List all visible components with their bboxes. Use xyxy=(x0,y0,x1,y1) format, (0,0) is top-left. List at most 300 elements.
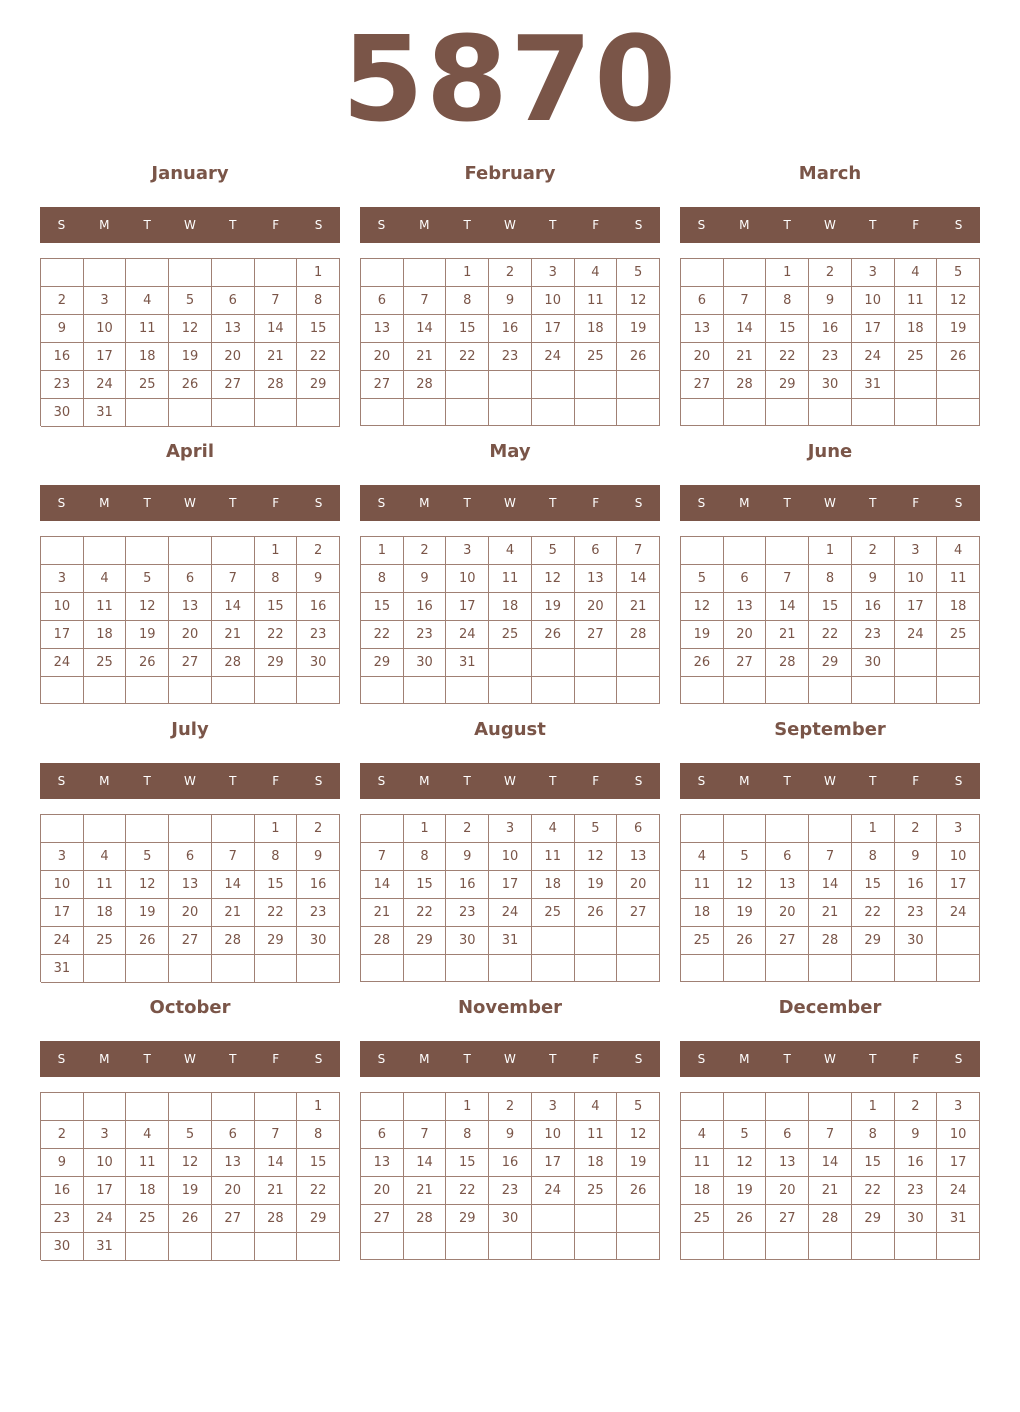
day-cell: 27 xyxy=(169,927,212,955)
day-cell: 15 xyxy=(809,593,852,621)
day-cell: 5 xyxy=(532,537,575,565)
empty-cell xyxy=(169,259,212,287)
weekday-header xyxy=(680,485,980,521)
day-cell: 21 xyxy=(724,343,767,371)
empty-cell xyxy=(41,1093,84,1121)
empty-cell xyxy=(489,955,532,982)
day-cell: 29 xyxy=(852,1205,895,1233)
weekday-header xyxy=(360,207,660,243)
day-cell: 22 xyxy=(852,1177,895,1205)
day-cell: 19 xyxy=(617,1149,660,1177)
weekday-label: T xyxy=(869,218,877,232)
day-cell: 28 xyxy=(404,1205,447,1233)
month-name: March xyxy=(798,163,862,184)
empty-cell xyxy=(937,399,980,426)
empty-cell xyxy=(169,399,212,427)
empty-cell xyxy=(681,955,724,982)
day-cell: 8 xyxy=(297,287,340,315)
day-cell: 17 xyxy=(446,593,489,621)
empty-cell xyxy=(937,927,980,955)
weekday-label: M xyxy=(99,1052,110,1066)
day-cell: 29 xyxy=(361,649,404,677)
weekday-header xyxy=(360,485,660,521)
day-cell: 28 xyxy=(212,649,255,677)
day-cell: 9 xyxy=(297,843,340,871)
weekday-label: F xyxy=(592,496,600,510)
day-cell: 27 xyxy=(766,1205,809,1233)
empty-cell xyxy=(212,1093,255,1121)
day-cell: 4 xyxy=(84,843,127,871)
day-cell: 5 xyxy=(169,287,212,315)
empty-cell xyxy=(489,1233,532,1260)
day-cell: 5 xyxy=(724,1121,767,1149)
weekday-header xyxy=(680,1041,980,1077)
weekday-label: M xyxy=(419,218,430,232)
empty-cell xyxy=(681,259,724,287)
empty-cell xyxy=(575,399,618,426)
empty-cell xyxy=(532,677,575,704)
empty-cell xyxy=(809,815,852,843)
month-name: August xyxy=(474,719,546,740)
day-cell: 27 xyxy=(724,649,767,677)
day-cell: 6 xyxy=(617,815,660,843)
weekday-label: S xyxy=(57,496,66,510)
day-cell: 21 xyxy=(361,899,404,927)
day-cell: 17 xyxy=(41,899,84,927)
day-cell: 15 xyxy=(361,593,404,621)
day-cell: 11 xyxy=(489,565,532,593)
weekday-label: W xyxy=(504,1052,516,1066)
weekday-header xyxy=(680,207,980,243)
day-cell: 4 xyxy=(84,565,127,593)
day-cell: 13 xyxy=(766,871,809,899)
empty-cell xyxy=(41,259,84,287)
day-cell: 8 xyxy=(446,287,489,315)
day-cell: 12 xyxy=(724,1149,767,1177)
day-cell: 7 xyxy=(724,287,767,315)
day-cell: 25 xyxy=(126,371,169,399)
day-cell: 9 xyxy=(404,565,447,593)
empty-cell xyxy=(617,399,660,426)
day-cell: 22 xyxy=(297,343,340,371)
day-cell: 16 xyxy=(895,871,938,899)
day-cell: 31 xyxy=(41,955,84,983)
weekday-label: S xyxy=(377,218,386,232)
day-cell: 2 xyxy=(489,1093,532,1121)
day-cell: 22 xyxy=(297,1177,340,1205)
day-cell: 28 xyxy=(809,1205,852,1233)
day-cell: 12 xyxy=(532,565,575,593)
weekday-label: F xyxy=(272,218,280,232)
empty-cell xyxy=(361,1093,404,1121)
weekday-label: M xyxy=(99,774,110,788)
weekday-label: S xyxy=(634,218,643,232)
day-cell: 24 xyxy=(937,1177,980,1205)
weekday-label: T xyxy=(143,774,151,788)
day-cell: 10 xyxy=(41,871,84,899)
day-cell: 9 xyxy=(852,565,895,593)
day-cell: 20 xyxy=(575,593,618,621)
day-cell: 10 xyxy=(937,843,980,871)
day-cell: 13 xyxy=(681,315,724,343)
day-cell: 10 xyxy=(852,287,895,315)
day-cell: 11 xyxy=(895,287,938,315)
weekday-label: F xyxy=(592,1052,600,1066)
day-cell: 16 xyxy=(852,593,895,621)
day-cell: 3 xyxy=(532,1093,575,1121)
day-cell: 26 xyxy=(617,1177,660,1205)
day-cell: 13 xyxy=(169,871,212,899)
day-cell: 29 xyxy=(766,371,809,399)
empty-cell xyxy=(126,955,169,983)
day-cell: 20 xyxy=(617,871,660,899)
day-cell: 14 xyxy=(361,871,404,899)
day-cell: 30 xyxy=(41,1233,84,1261)
day-cell: 7 xyxy=(255,287,298,315)
day-cell: 22 xyxy=(809,621,852,649)
empty-cell xyxy=(575,927,618,955)
day-cell: 2 xyxy=(895,815,938,843)
weekday-label: S xyxy=(314,1052,323,1066)
day-cell: 5 xyxy=(169,1121,212,1149)
day-cell: 22 xyxy=(255,621,298,649)
empty-cell xyxy=(404,955,447,982)
weekday-label: T xyxy=(549,218,557,232)
weekday-header xyxy=(40,763,340,799)
day-cell: 25 xyxy=(895,343,938,371)
day-cell: 7 xyxy=(212,843,255,871)
empty-cell xyxy=(681,815,724,843)
day-grid xyxy=(360,536,660,704)
day-cell: 24 xyxy=(489,899,532,927)
day-cell: 15 xyxy=(255,871,298,899)
empty-cell xyxy=(895,649,938,677)
year-title: 5870 xyxy=(341,10,679,148)
empty-cell xyxy=(41,677,84,704)
day-cell: 16 xyxy=(41,1177,84,1205)
day-cell: 1 xyxy=(446,259,489,287)
day-cell: 24 xyxy=(895,621,938,649)
day-cell: 12 xyxy=(681,593,724,621)
month-name: July xyxy=(171,719,209,740)
day-cell: 20 xyxy=(766,899,809,927)
weekday-label: W xyxy=(504,496,516,510)
day-cell: 30 xyxy=(489,1205,532,1233)
weekday-label: S xyxy=(634,1052,643,1066)
day-cell: 9 xyxy=(895,1121,938,1149)
day-cell: 2 xyxy=(297,815,340,843)
day-cell: 17 xyxy=(84,343,127,371)
day-cell: 8 xyxy=(361,565,404,593)
day-cell: 10 xyxy=(895,565,938,593)
day-cell: 20 xyxy=(212,343,255,371)
day-cell: 17 xyxy=(41,621,84,649)
day-cell: 15 xyxy=(297,1149,340,1177)
day-cell: 25 xyxy=(681,1205,724,1233)
empty-cell xyxy=(361,259,404,287)
day-cell: 12 xyxy=(617,287,660,315)
empty-cell xyxy=(575,1205,618,1233)
day-cell: 4 xyxy=(575,1093,618,1121)
empty-cell xyxy=(681,1233,724,1260)
empty-cell xyxy=(212,677,255,704)
day-cell: 20 xyxy=(724,621,767,649)
day-cell: 8 xyxy=(852,1121,895,1149)
weekday-label: S xyxy=(634,774,643,788)
empty-cell xyxy=(297,399,340,427)
day-cell: 26 xyxy=(681,649,724,677)
day-cell: 6 xyxy=(212,287,255,315)
day-cell: 26 xyxy=(126,649,169,677)
day-cell: 7 xyxy=(617,537,660,565)
empty-cell xyxy=(169,1093,212,1121)
day-cell: 16 xyxy=(489,315,532,343)
day-cell: 3 xyxy=(84,287,127,315)
weekday-label: T xyxy=(549,1052,557,1066)
weekday-label: S xyxy=(314,496,323,510)
day-cell: 4 xyxy=(575,259,618,287)
weekday-label: T xyxy=(229,1052,237,1066)
day-cell: 14 xyxy=(617,565,660,593)
day-cell: 9 xyxy=(446,843,489,871)
day-cell: 17 xyxy=(937,1149,980,1177)
day-cell: 14 xyxy=(404,1149,447,1177)
day-cell: 17 xyxy=(895,593,938,621)
day-cell: 6 xyxy=(361,287,404,315)
empty-cell xyxy=(766,1093,809,1121)
day-cell: 24 xyxy=(446,621,489,649)
empty-cell xyxy=(766,399,809,426)
day-cell: 24 xyxy=(852,343,895,371)
empty-cell xyxy=(126,677,169,704)
weekday-label: T xyxy=(783,774,791,788)
empty-cell xyxy=(724,399,767,426)
empty-cell xyxy=(937,1233,980,1260)
day-cell: 13 xyxy=(361,315,404,343)
empty-cell xyxy=(532,955,575,982)
day-cell: 13 xyxy=(361,1149,404,1177)
empty-cell xyxy=(446,399,489,426)
weekday-label: W xyxy=(184,218,196,232)
weekday-label: W xyxy=(504,218,516,232)
day-cell: 3 xyxy=(532,259,575,287)
day-cell: 21 xyxy=(809,899,852,927)
day-cell: 1 xyxy=(255,537,298,565)
empty-cell xyxy=(212,399,255,427)
weekday-label: W xyxy=(184,774,196,788)
empty-cell xyxy=(895,955,938,982)
empty-cell xyxy=(852,955,895,982)
day-cell: 21 xyxy=(255,1177,298,1205)
empty-cell xyxy=(937,649,980,677)
day-cell: 9 xyxy=(489,287,532,315)
weekday-label: S xyxy=(954,218,963,232)
day-cell: 30 xyxy=(895,1205,938,1233)
day-cell: 26 xyxy=(617,343,660,371)
empty-cell xyxy=(532,1205,575,1233)
weekday-label: T xyxy=(229,496,237,510)
day-cell: 28 xyxy=(255,371,298,399)
day-cell: 28 xyxy=(809,927,852,955)
day-cell: 5 xyxy=(575,815,618,843)
day-cell: 1 xyxy=(255,815,298,843)
day-cell: 24 xyxy=(532,343,575,371)
day-cell: 13 xyxy=(212,315,255,343)
day-cell: 18 xyxy=(895,315,938,343)
weekday-label: T xyxy=(463,496,471,510)
empty-cell xyxy=(126,1233,169,1261)
weekday-label: S xyxy=(697,1052,706,1066)
month-name: November xyxy=(457,997,563,1018)
day-cell: 19 xyxy=(169,1177,212,1205)
empty-cell xyxy=(809,677,852,704)
day-cell: 28 xyxy=(404,371,447,399)
day-cell: 16 xyxy=(895,1149,938,1177)
day-cell: 25 xyxy=(84,927,127,955)
empty-cell xyxy=(41,537,84,565)
empty-cell xyxy=(255,677,298,704)
empty-cell xyxy=(404,259,447,287)
day-cell: 16 xyxy=(297,871,340,899)
day-cell: 20 xyxy=(212,1177,255,1205)
day-cell: 25 xyxy=(575,343,618,371)
day-cell: 29 xyxy=(404,927,447,955)
empty-cell xyxy=(41,815,84,843)
day-cell: 8 xyxy=(255,843,298,871)
day-cell: 1 xyxy=(446,1093,489,1121)
day-cell: 3 xyxy=(895,537,938,565)
weekday-label: W xyxy=(184,1052,196,1066)
day-cell: 27 xyxy=(212,1205,255,1233)
empty-cell xyxy=(681,1093,724,1121)
empty-cell xyxy=(724,537,767,565)
day-cell: 5 xyxy=(617,1093,660,1121)
day-cell: 21 xyxy=(255,343,298,371)
empty-cell xyxy=(297,677,340,704)
empty-cell xyxy=(575,955,618,982)
day-cell: 27 xyxy=(575,621,618,649)
empty-cell xyxy=(895,371,938,399)
day-cell: 13 xyxy=(212,1149,255,1177)
day-cell: 11 xyxy=(575,287,618,315)
day-cell: 22 xyxy=(404,899,447,927)
day-cell: 16 xyxy=(41,343,84,371)
weekday-label: S xyxy=(57,774,66,788)
day-cell: 5 xyxy=(126,843,169,871)
day-cell: 7 xyxy=(404,287,447,315)
day-cell: 16 xyxy=(446,871,489,899)
weekday-label: S xyxy=(377,774,386,788)
day-cell: 17 xyxy=(84,1177,127,1205)
empty-cell xyxy=(532,371,575,399)
empty-cell xyxy=(169,1233,212,1261)
day-cell: 27 xyxy=(681,371,724,399)
day-cell: 31 xyxy=(489,927,532,955)
day-cell: 3 xyxy=(41,843,84,871)
day-cell: 29 xyxy=(809,649,852,677)
day-cell: 12 xyxy=(724,871,767,899)
day-cell: 26 xyxy=(169,371,212,399)
weekday-label: T xyxy=(143,218,151,232)
day-cell: 19 xyxy=(532,593,575,621)
day-cell: 7 xyxy=(766,565,809,593)
day-cell: 16 xyxy=(489,1149,532,1177)
day-cell: 12 xyxy=(617,1121,660,1149)
day-cell: 9 xyxy=(297,565,340,593)
empty-cell xyxy=(617,1233,660,1260)
weekday-header xyxy=(40,1041,340,1077)
weekday-label: W xyxy=(184,496,196,510)
day-cell: 2 xyxy=(41,1121,84,1149)
weekday-label: T xyxy=(229,218,237,232)
day-cell: 3 xyxy=(489,815,532,843)
weekday-label: M xyxy=(739,774,750,788)
empty-cell xyxy=(724,259,767,287)
day-cell: 6 xyxy=(169,565,212,593)
day-cell: 29 xyxy=(446,1205,489,1233)
weekday-label: T xyxy=(869,496,877,510)
empty-cell xyxy=(724,955,767,982)
day-cell: 12 xyxy=(126,871,169,899)
empty-cell xyxy=(297,1233,340,1261)
day-cell: 8 xyxy=(809,565,852,593)
weekday-label: T xyxy=(143,496,151,510)
day-cell: 15 xyxy=(766,315,809,343)
empty-cell xyxy=(724,1233,767,1260)
day-cell: 10 xyxy=(489,843,532,871)
day-cell: 23 xyxy=(41,1205,84,1233)
day-cell: 23 xyxy=(809,343,852,371)
empty-cell xyxy=(361,815,404,843)
day-cell: 12 xyxy=(126,593,169,621)
day-cell: 23 xyxy=(852,621,895,649)
day-cell: 3 xyxy=(84,1121,127,1149)
day-cell: 18 xyxy=(681,899,724,927)
day-cell: 20 xyxy=(169,621,212,649)
empty-cell xyxy=(617,927,660,955)
day-cell: 21 xyxy=(809,1177,852,1205)
day-grid xyxy=(680,814,980,982)
day-cell: 25 xyxy=(681,927,724,955)
day-cell: 8 xyxy=(297,1121,340,1149)
empty-cell xyxy=(404,1093,447,1121)
weekday-label: M xyxy=(739,218,750,232)
empty-cell xyxy=(766,955,809,982)
empty-cell xyxy=(766,815,809,843)
day-cell: 21 xyxy=(404,343,447,371)
day-cell: 14 xyxy=(809,871,852,899)
day-cell: 14 xyxy=(255,1149,298,1177)
empty-cell xyxy=(489,677,532,704)
empty-cell xyxy=(126,399,169,427)
day-cell: 25 xyxy=(937,621,980,649)
day-cell: 22 xyxy=(255,899,298,927)
weekday-label: S xyxy=(57,1052,66,1066)
day-cell: 2 xyxy=(895,1093,938,1121)
day-cell: 6 xyxy=(724,565,767,593)
day-cell: 13 xyxy=(575,565,618,593)
day-cell: 27 xyxy=(617,899,660,927)
day-cell: 22 xyxy=(446,343,489,371)
day-cell: 1 xyxy=(852,1093,895,1121)
day-cell: 4 xyxy=(489,537,532,565)
day-cell: 19 xyxy=(575,871,618,899)
day-grid xyxy=(680,536,980,704)
day-cell: 15 xyxy=(446,1149,489,1177)
day-cell: 30 xyxy=(297,649,340,677)
day-cell: 6 xyxy=(575,537,618,565)
weekday-header xyxy=(360,763,660,799)
